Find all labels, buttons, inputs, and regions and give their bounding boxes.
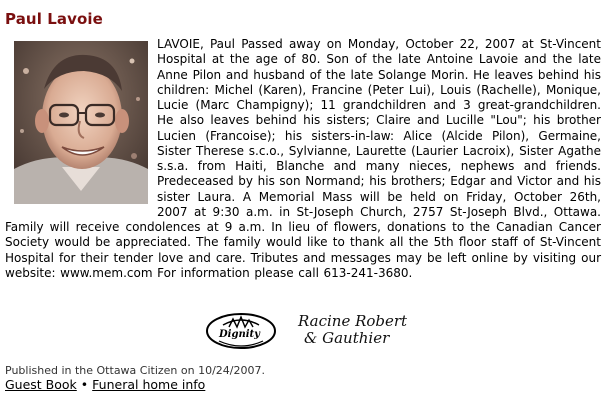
publication-note: Published in the Ottawa Citizen on 10/24/2007. bbox=[5, 364, 265, 377]
obituary-text: LAVOIE, Paul Passed away on Monday, October 22, 2007 at St-Vincent Hospital at the age of 80. Son of the late Antoine Lavoie and the late Anne Pilon and husband of the late Solange Morin. He leaves behind his children: Michel (Karen), Francine (Peter Lui), Louis (Rachelle), Monique, Lucie (Marc Champigny); 11 grandchildren and 3 great-grandchildren. He also leaves behind his sisters; Claire and Lucille "Lou"; his brother Lucien (Francoise); his sisters-in-law: Alice (Alcide Pilon), Germaine, Sister Therese s.c.o., Sylvianne, Laurette (Laurier Lacroix), Sister Agathe s.s.a. from Haiti, Blanche and many nieces, nephews and friends. Predeceased by his son Normand; his brothers; Edgar and Victor and his sister Laura. A Memorial Mass will be held on Friday, October 26th, 2007 at 9:30 a.m. in St-Joseph Church, 2757 St-Joseph Blvd., Ottawa. Family will receive condolences at 9 a.m. In lieu of flowers, donations to the Canadian Cancer Society would be appreciated. The family would like to thank all the 5th floor staff of St-Vincent Hospital for their tender love and care. Tributes and messages may be left online by visiting our website: www.mem.com For information please call 613-241-3680. bbox=[5, 37, 601, 280]
funeral-home-name bbox=[298, 313, 407, 347]
funeral-home-name-line1: Racine Robert bbox=[298, 312, 408, 330]
guest-book-link[interactable]: Guest Book bbox=[5, 377, 77, 392]
funeral-home-info-link[interactable]: Funeral home info bbox=[92, 377, 206, 392]
page-title: Paul Lavoie bbox=[5, 10, 103, 28]
dignity-logo-text: Dignity bbox=[219, 329, 260, 340]
footer-links bbox=[5, 377, 205, 392]
funeral-home-name-line2: & Gauthier bbox=[304, 329, 390, 347]
link-separator: • bbox=[80, 377, 89, 392]
obituary-body bbox=[5, 37, 601, 281]
